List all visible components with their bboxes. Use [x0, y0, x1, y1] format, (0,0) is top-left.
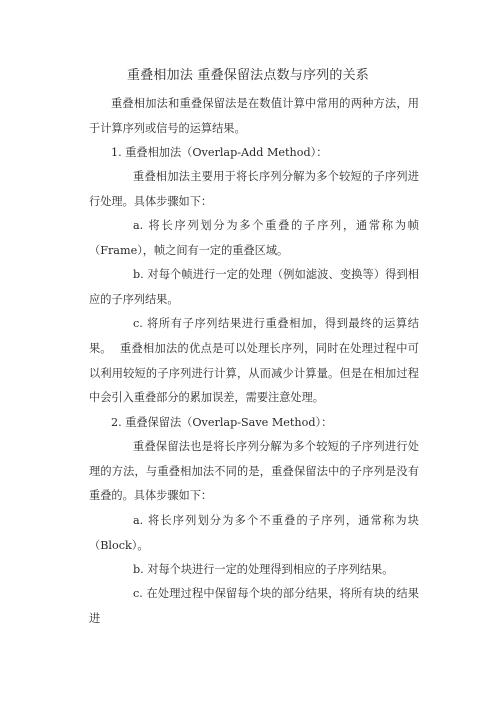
step-a-overlap-save: a. 将长序列划分为多个不重叠的子序列，通常称为块（Block）。: [89, 514, 419, 552]
paragraph-overlap-add-desc: 重叠相加法主要用于将长序列分解为多个较短的子序列进行处理。具体步骤如下：: [89, 170, 419, 208]
step-b-overlap-save: b. 对每个块进行一定的处理得到相应的子序列结果。: [133, 563, 394, 576]
step-a-overlap-add: a. 将长序列划分为多个重叠的子序列，通常称为帧（Frame），帧之间有一定的重叠区域。: [89, 219, 419, 257]
paragraph-overlap-add-advantages: 重叠相加法的优点是可以处理长序列，同时在处理过程中可以利用较短的子序列进行计算，从而减少计算量。但是在相加过程中会引入重叠部分的累加误差，需要注意处理。: [89, 342, 419, 404]
paragraph-overlap-save-desc: 重叠保留法也是将长序列分解为多个较短的子序列进行处理的方法，与重叠相加法不同的是，重叠保留法中的子序列是没有重叠的。具体步骤如下：: [89, 440, 419, 502]
section-heading-overlap-add: 1. 重叠相加法（Overlap-Add Method）：: [111, 146, 328, 159]
document-title: 重叠相加法 重叠保留法点数与序列的关系: [127, 68, 369, 83]
section-heading-overlap-save: 2. 重叠保留法（Overlap-Save Method）：: [111, 416, 333, 429]
paragraph-intro: 重叠相加法和重叠保留法是在数值计算中常用的两种方法，用于计算序列或信号的运算结果。: [89, 97, 419, 135]
step-b-overlap-add: b. 对每个帧进行一定的处理（例如滤波、变换等）得到相应的子序列结果。: [89, 268, 419, 306]
step-c-overlap-add: c. 将所有子序列结果进行重叠相加，得到最终的运算结果。: [89, 317, 419, 355]
step-c-overlap-save: c. 在处理过程中保留每个块的部分结果，将所有块的结果进: [89, 587, 419, 625]
